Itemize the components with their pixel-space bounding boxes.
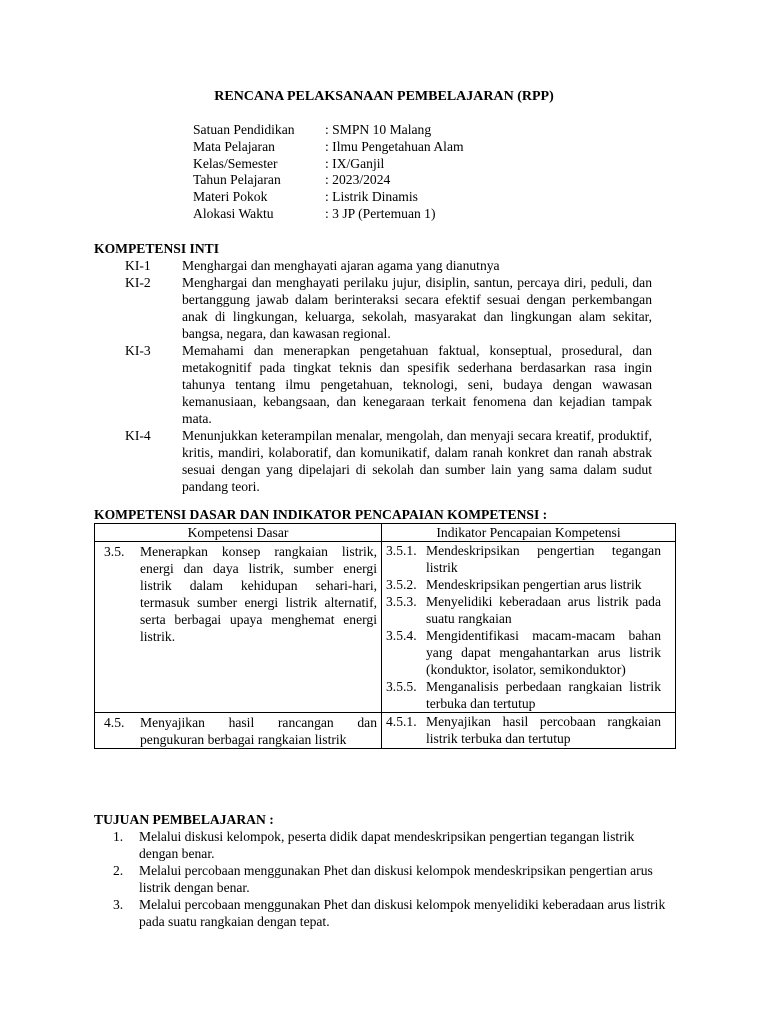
identity-block bbox=[193, 121, 464, 222]
kd-code: 3.5. bbox=[104, 544, 125, 559]
identity-label: Tahun Pelajaran bbox=[193, 172, 281, 188]
ki-item bbox=[125, 342, 652, 427]
indicator-code: 3.5.1. bbox=[386, 543, 417, 558]
ki-list bbox=[125, 257, 652, 495]
ki-text: Memahami dan menerapkan pengetahuan faktual, konseptual, prosedural, dan metakognitif pada tingkat teknis dan spesifik sederhana berdasarkan rasa ingin tahunya tentang ilmu pengetahuan, teknologi, seni, budaya dengan wawasan kemanusiaan, kebangsaan, dan kenegaraan terkait fenomena dan kejadian tampak mata. bbox=[182, 343, 652, 426]
tp-list bbox=[113, 828, 669, 930]
document-title: RENCANA PELAKSANAAN PEMBELAJARAN (RPP) bbox=[214, 89, 554, 104]
identity-label: Satuan Pendidikan bbox=[193, 122, 295, 137]
ki-code: KI-3 bbox=[125, 343, 151, 358]
list-item bbox=[113, 828, 669, 862]
indicator-item bbox=[382, 593, 675, 627]
identity-value: : 3 JP (Pertemuan 1) bbox=[325, 205, 436, 221]
kd-cell bbox=[95, 713, 382, 749]
identity-row bbox=[193, 138, 464, 155]
kd-text: Menyajikan hasil rancangan dan pengukuran berbagai rangkaian listrik bbox=[140, 715, 377, 747]
identity-row bbox=[193, 155, 464, 172]
indicator-text: Menyelidiki keberadaan arus listrik pada suatu rangkaian bbox=[426, 594, 661, 626]
ki-code: KI-1 bbox=[125, 258, 151, 273]
list-item bbox=[113, 862, 669, 896]
kd-text: Menerapkan konsep rangkaian listrik, energi dan daya listrik, sumber energi listrik dalam kehidupan sehari-hari, termasuk sumber energi listrik alternatif, serta berbagai upaya menghemat energi listrik. bbox=[140, 544, 377, 644]
ki-text: Menghargai dan menghayati perilaku jujur, disiplin, santun, percaya diri, peduli, dan bertanggung jawab dalam berinteraksi secara efektif sesuai dengan perkembangan anak di lingkungan, keluarga, sekolah, masyarakat dan lingkungan alam sekitar, bangsa, negara, dan kawasan regional. bbox=[182, 275, 652, 341]
identity-label: Mata Pelajaran bbox=[193, 138, 275, 154]
table-row bbox=[95, 542, 676, 713]
identity-value: : 2023/2024 bbox=[325, 172, 391, 188]
ki-text: Menunjukkan keterampilan menalar, mengolah, dan menyaji secara kreatif, produktif, kritis, mandiri, kolaboratif, dan komunikatif, dalam ranah konkret dan ranah abstrak sesuai dengan yang dipelajari di sekolah dan sumber lain yang sama dalam sudut pandang teori. bbox=[182, 428, 652, 494]
list-item bbox=[113, 896, 669, 930]
identity-label: Kelas/Semester bbox=[193, 155, 278, 171]
indicator-text: Mendeskripsikan pengertian arus listrik bbox=[426, 577, 642, 592]
ki-code: KI-2 bbox=[125, 275, 151, 290]
table-row bbox=[95, 713, 676, 749]
indicator-text: Mendeskripsikan pengertian tegangan listrik bbox=[426, 543, 661, 575]
kd-table-header-row bbox=[95, 524, 676, 542]
identity-value: : SMPN 10 Malang bbox=[325, 122, 432, 137]
indicator-item bbox=[382, 576, 675, 593]
ki-item bbox=[125, 274, 652, 342]
identity-row bbox=[193, 205, 464, 222]
indicator-code: 3.5.3. bbox=[386, 594, 417, 609]
identity-value: : IX/Ganjil bbox=[325, 155, 385, 171]
tp-number: 2. bbox=[113, 863, 124, 878]
ki-item bbox=[125, 427, 652, 495]
tp-text: Melalui diskusi kelompok, peserta didik dapat mendeskripsikan pengertian tegangan listrik dengan benar. bbox=[139, 829, 635, 861]
tp-text: Melalui percobaan menggunakan Phet dan diskusi kelompok menyelidiki keberadaan arus listrik pada suatu rangkaian dengan tepat. bbox=[139, 897, 666, 929]
indicator-code: 3.5.2. bbox=[386, 577, 417, 592]
kd-heading: KOMPETENSI DASAR DAN INDIKATOR PENCAPAIAN KOMPETENSI : bbox=[94, 507, 548, 522]
identity-value: : Listrik Dinamis bbox=[325, 189, 418, 205]
indicator-cell bbox=[382, 542, 676, 713]
indicator-item bbox=[382, 713, 675, 747]
ki-text: Menghargai dan menghayati ajaran agama yang dianutnya bbox=[182, 258, 500, 273]
indicator-text: Mengidentifikasi macam-macam bahan yang dapat mengahantarkan arus listrik (konduktor, isolator, semikonduktor) bbox=[426, 628, 661, 677]
kd-table bbox=[94, 523, 676, 749]
identity-label: Materi Pokok bbox=[193, 189, 268, 205]
indicator-text: Menganalisis perbedaan rangkaian listrik terbuka dan tertutup bbox=[426, 679, 661, 711]
identity-row bbox=[193, 121, 464, 138]
identity-row bbox=[193, 171, 464, 188]
ki-item bbox=[125, 257, 652, 274]
ki-heading: KOMPETENSI INTI bbox=[94, 241, 220, 256]
identity-value: : Ilmu Pengetahuan Alam bbox=[325, 138, 464, 154]
identity-label: Alokasi Waktu bbox=[193, 205, 274, 221]
identity-row bbox=[193, 188, 464, 205]
indicator-item bbox=[382, 542, 675, 576]
tp-text: Melalui percobaan menggunakan Phet dan diskusi kelompok mendeskripsikan pengertian arus listrik dengan benar. bbox=[139, 863, 653, 895]
kd-code: 4.5. bbox=[104, 715, 125, 730]
tp-number: 1. bbox=[113, 829, 124, 844]
indicator-item bbox=[382, 627, 675, 678]
tp-heading: TUJUAN PEMBELAJARAN : bbox=[94, 812, 274, 827]
indicator-code: 3.5.4. bbox=[386, 628, 417, 643]
indicator-item bbox=[382, 678, 675, 712]
kd-cell bbox=[95, 542, 382, 713]
kd-column-header: Kompetensi Dasar bbox=[95, 524, 382, 542]
indicator-column-header: Indikator Pencapaian Kompetensi bbox=[382, 524, 676, 542]
indicator-code: 4.5.1. bbox=[386, 714, 417, 729]
indicator-code: 3.5.5. bbox=[386, 679, 417, 694]
indicator-cell bbox=[382, 713, 676, 749]
ki-code: KI-4 bbox=[125, 428, 151, 443]
indicator-text: Menyajikan hasil percobaan rangkaian listrik terbuka dan tertutup bbox=[426, 714, 661, 746]
tp-number: 3. bbox=[113, 897, 124, 912]
